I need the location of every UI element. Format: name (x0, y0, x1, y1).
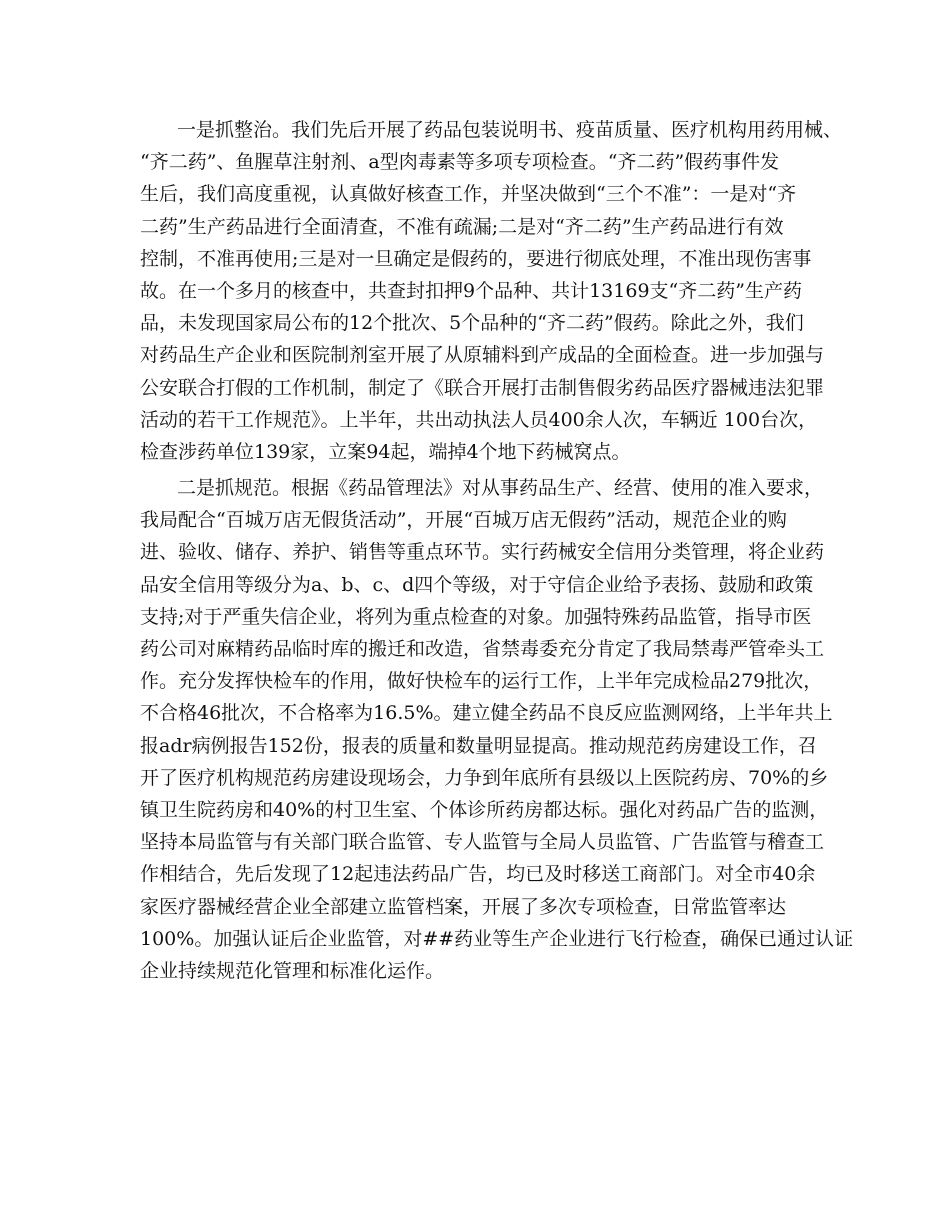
text-line: 家医疗器械经营企业全部建立监管档案，开展了多次专项检查，日常监管率达 (140, 895, 787, 918)
text-line: 活动的若干工作规范》。上半年，共出动执法人员400余人次，车辆近 100台次， (140, 408, 818, 431)
text-line: 支持;对于严重失信企业，将列为重点检查的对象。加强特殊药品监管，指导市医 (140, 605, 812, 628)
text-line: 检查涉药单位139家，立案94起，端掉4个地下药械窝点。 (140, 440, 631, 463)
text-line: 镇卫生院药房和40%的村卫生室、个体诊所药房都达标。强化对药品广告的监测， (140, 798, 829, 821)
text-line: 公安联合打假的工作机制，制定了《联合开展打击制售假劣药品医疗器械违法犯罪 (140, 376, 825, 399)
text-line: 不合格46批次，不合格率为16.5%。建立健全药品不良反应监测网络，上半年共上 (140, 702, 833, 725)
text-line: 生后，我们高度重视，认真做好核查工作，并坚决做到“三个不准”：一是对“齐 (140, 183, 797, 206)
text-line: 我局配合“百城万店无假货活动”，开展“百城万店无假药”活动，规范企业的购 (140, 509, 787, 532)
text-line: 品，未发现国家局公布的12个批次、5个品种的“齐二药”假药。除此之外，我们 (140, 312, 804, 335)
document-body (140, 114, 854, 987)
text-line: 作。充分发挥快检车的作用，做好快检车的运行工作，上半年完成检品279批次， (140, 670, 823, 693)
paragraph-standardization (140, 472, 854, 987)
text-line: 对药品生产企业和医院制剂室开展了从原辅料到产成品的全面检查。进一步加强与 (140, 344, 825, 367)
text-line: 企业持续规范化管理和标准化运作。 (140, 959, 445, 982)
text-line: 作相结合，先后发现了12起违法药品广告，均已及时移送工商部门。对全市40余 (140, 863, 816, 886)
paragraph-rectification (140, 114, 843, 468)
text-line: 二药”生产药品进行全面清查，不准有疏漏;二是对“齐二药”生产药品进行有效 (140, 215, 784, 238)
text-line: 品安全信用等级分为a、b、c、d四个等级，对于守信企业给予表扬、鼓励和政策 (140, 573, 814, 596)
text-line: 开了医疗机构规范药房建设现场会，力争到年底所有县级以上医院药房、70%的乡 (140, 766, 829, 789)
text-line: “齐二药”、鱼腥草注射剂、a型肉毒素等多项专项检查。“齐二药”假药事件发 (140, 151, 780, 174)
text-line: 控制，不准再使用;三是对一旦确定是假药的，要进行彻底处理，不准出现伤害事 (140, 247, 812, 270)
text-line: 一是抓整治。我们先后开展了药品包装说明书、疫苗质量、医疗机构用药用械、 (177, 119, 843, 141)
text-line: 故。在一个多月的核查中，共查封扣押9个品种、共计13169支“齐二药”生产药 (140, 279, 802, 302)
text-line: 进、验收、储存、养护、销售等重点环节。实行药械安全信用分类管理，将企业药 (140, 541, 825, 564)
text-line: 坚持本局监管与有关部门联合监管、专人监管与全局人员监管、广告监管与稽查工 (140, 831, 825, 854)
text-line: 药公司对麻精药品临时库的搬迁和改造，省禁毒委充分肯定了我局禁毒严管牵头工 (140, 638, 825, 660)
text-line: 二是抓规范。根据《药品管理法》对从事药品生产、经营、使用的准入要求， (177, 477, 824, 500)
text-line: 100%。加强认证后企业监管，对##药业等生产企业进行飞行检查，确保已通过认证 (140, 927, 854, 950)
text-line: 报adr病例报告152份，报表的质量和数量明显提高。推动规范药房建设工作，召 (140, 734, 817, 757)
